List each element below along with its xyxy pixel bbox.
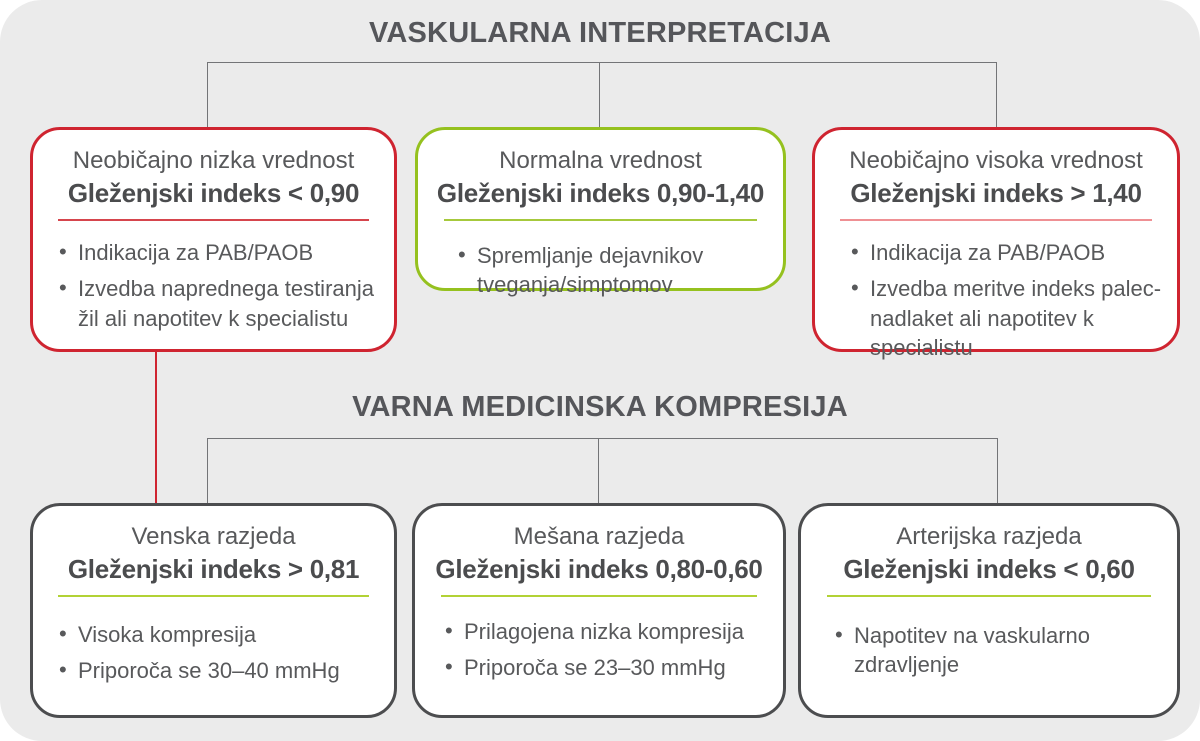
box-heading: Gleženjski indeks < 0,90 — [67, 178, 360, 208]
box-abnormally-low-value — [30, 127, 397, 352]
bullet-item: • Indikacija za PAB/PAOB — [59, 238, 380, 267]
box-heading: Gleženjski indeks 0,90-1,40 — [436, 178, 765, 208]
connector-top-drop-middle — [599, 62, 600, 127]
box-venous-ulcer — [30, 503, 397, 718]
bullet-item: • Prilagojena nizka kompresija — [445, 617, 769, 646]
box-heading: Gleženjski indeks < 0,60 — [843, 554, 1135, 584]
bullet-item: • Indikacija za PAB/PAOB — [851, 238, 1163, 267]
bullet-item: • Napotitev na vaskularno zdravljenje — [835, 621, 1163, 680]
box-subtitle: Neobičajno nizka vrednost — [72, 147, 355, 174]
connector-bottom-drop-middle — [598, 438, 599, 503]
box-heading: Gleženjski indeks > 0,81 — [67, 554, 360, 584]
bullet-item: • Priporoča se 23–30 mmHg — [445, 653, 769, 682]
section-title-vascular-interpretation: VASKULARNA INTERPRETACIJA — [368, 17, 832, 49]
heading-divider — [840, 219, 1151, 221]
bullet-item: • Izvedba naprednega testiranja žil ali napotitev k specialistu — [59, 274, 380, 333]
connector-top-drop-left — [207, 62, 208, 127]
box-subtitle: Mešana razjeda — [513, 523, 685, 550]
heading-divider — [58, 219, 368, 221]
box-arterial-ulcer — [798, 503, 1180, 718]
bullet-item: • Spremljanje dejavnikov tveganja/simptomov — [458, 241, 769, 300]
box-subtitle: Venska razjeda — [131, 523, 296, 550]
box-heading: Gleženjski indeks > 1,40 — [850, 178, 1142, 208]
box-normal-value — [415, 127, 786, 298]
heading-divider — [441, 595, 757, 597]
bullet-item: • Izvedba meritve indeks palec-nadlaket ali napotitev k specialistu — [851, 274, 1163, 362]
box-heading: Gleženjski indeks 0,80-0,60 — [435, 554, 763, 584]
bullet-item: • Priporoča se 30–40 mmHg — [59, 656, 380, 685]
bullet-list — [851, 238, 1163, 363]
bullet-list — [59, 620, 380, 686]
bullet-list — [458, 241, 769, 300]
connector-bottom-horizontal — [207, 438, 998, 439]
section-title-safe-compression: VARNA MEDICINSKA KOMPRESIJA — [352, 391, 848, 423]
box-mixed-ulcer — [412, 503, 786, 718]
bullet-item: • Visoka kompresija — [59, 620, 380, 649]
connector-top-drop-right — [996, 62, 997, 127]
bullet-list — [835, 621, 1163, 680]
connector-bottom-drop-right — [997, 438, 998, 503]
connector-top-horizontal — [207, 62, 997, 63]
heading-divider — [444, 219, 758, 221]
box-subtitle: Neobičajno visoka vrednost — [849, 147, 1143, 174]
heading-divider — [58, 595, 368, 597]
heading-divider — [827, 595, 1150, 597]
connector-bottom-drop-left — [207, 438, 208, 503]
bullet-list — [445, 617, 769, 683]
box-subtitle: Arterijska razjeda — [896, 523, 1082, 550]
box-subtitle: Normalna vrednost — [499, 147, 702, 174]
connector-red-low-to-venous — [155, 350, 157, 503]
bullet-list — [59, 238, 380, 333]
box-abnormally-high-value — [812, 127, 1180, 361]
